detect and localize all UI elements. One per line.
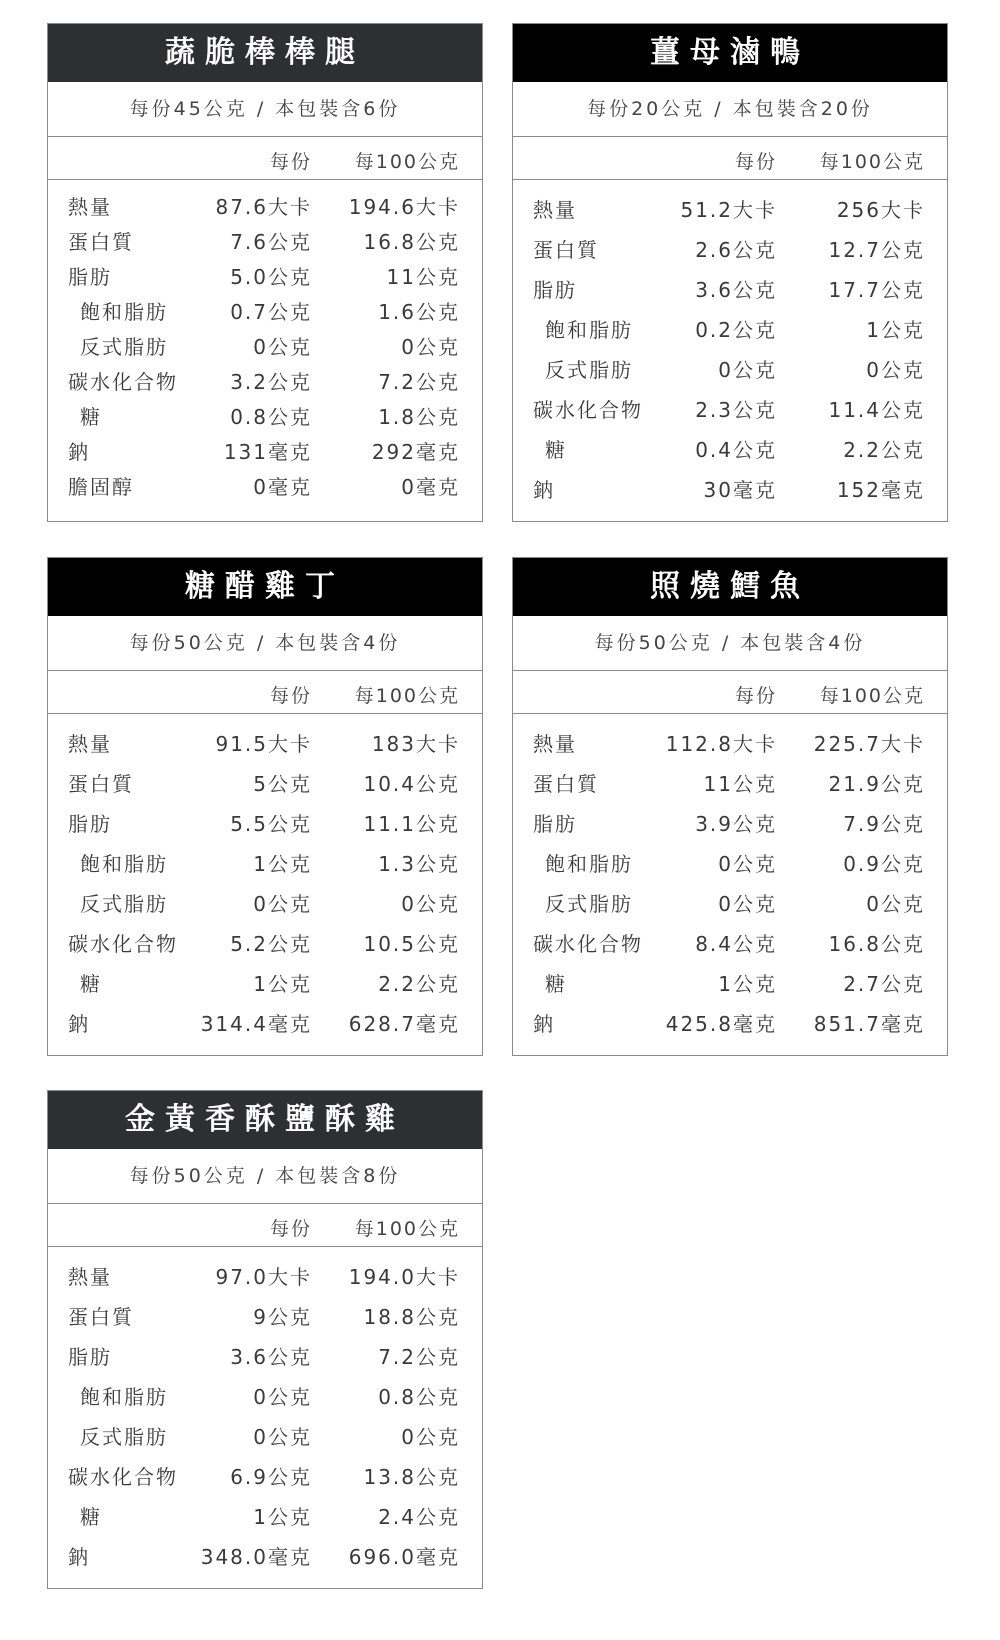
value-per-serving: 1公克 xyxy=(718,972,777,996)
nutrient-name: 熱量 xyxy=(68,732,112,756)
value-per-100g: 11.4公克 xyxy=(828,398,925,422)
col-per-100g: 每100公克 xyxy=(819,685,925,707)
nutrient-row xyxy=(48,804,482,844)
nutrient-row xyxy=(513,190,947,230)
nutrient-name: 蛋白質 xyxy=(68,772,134,796)
nutrient-name: 碳水化合物 xyxy=(68,1465,178,1489)
nutrient-row xyxy=(48,844,482,884)
value-per-serving: 0公克 xyxy=(718,852,777,876)
column-header xyxy=(48,1204,482,1247)
value-per-100g: 0公克 xyxy=(401,1425,460,1449)
value-per-100g: 2.7公克 xyxy=(843,972,925,996)
nutrient-row xyxy=(513,1004,947,1044)
nutrient-name: 蛋白質 xyxy=(68,230,134,254)
nutrient-row xyxy=(48,225,482,260)
value-per-serving: 425.8毫克 xyxy=(665,1012,777,1036)
nutrient-row xyxy=(48,764,482,804)
value-per-100g: 194.6大卡 xyxy=(348,195,460,219)
col-per-100g: 每100公克 xyxy=(354,151,460,173)
nutrient-row xyxy=(513,350,947,390)
nutrient-name: 碳水化合物 xyxy=(68,932,178,956)
value-per-serving: 0公克 xyxy=(253,892,312,916)
value-per-serving: 5公克 xyxy=(253,772,312,796)
value-per-100g: 0公克 xyxy=(401,335,460,359)
col-per-serving: 每份 xyxy=(734,151,777,173)
value-per-serving: 348.0毫克 xyxy=(200,1545,312,1569)
nutrient-row xyxy=(48,724,482,764)
card-title: 照燒鱈魚 xyxy=(513,558,947,616)
value-per-100g: 1公克 xyxy=(866,318,925,342)
nutrient-name: 碳水化合物 xyxy=(533,932,643,956)
value-per-serving: 3.2公克 xyxy=(230,370,312,394)
nutrient-name: 鈉 xyxy=(68,1545,90,1569)
column-header xyxy=(513,137,947,180)
nutrient-row xyxy=(48,1457,482,1497)
nutrient-row xyxy=(513,924,947,964)
value-per-100g: 0.8公克 xyxy=(378,1385,460,1409)
value-per-serving: 5.5公克 xyxy=(230,812,312,836)
value-per-serving: 3.9公克 xyxy=(695,812,777,836)
nutrient-row xyxy=(48,365,482,400)
nutrient-name: 熱量 xyxy=(68,1265,112,1289)
nutrition-card-teriyaki-cod xyxy=(512,557,948,1056)
nutrient-row xyxy=(48,470,482,505)
nutrient-name: 熱量 xyxy=(533,732,577,756)
nutrient-name: 脂肪 xyxy=(533,278,577,302)
serving-info: 每份45公克 / 本包裝含6份 xyxy=(48,82,482,137)
nutrient-row xyxy=(48,260,482,295)
value-per-serving: 0公克 xyxy=(253,1425,312,1449)
value-per-100g: 21.9公克 xyxy=(828,772,925,796)
value-per-serving: 0.4公克 xyxy=(695,438,777,462)
value-per-serving: 87.6大卡 xyxy=(215,195,312,219)
value-per-serving: 112.8大卡 xyxy=(665,732,777,756)
nutrient-rows xyxy=(48,180,482,511)
value-per-serving: 5.2公克 xyxy=(230,932,312,956)
nutrient-row xyxy=(48,924,482,964)
nutrient-row xyxy=(513,964,947,1004)
nutrient-name: 熱量 xyxy=(533,198,577,222)
nutrient-row xyxy=(513,764,947,804)
nutrient-row xyxy=(48,435,482,470)
nutrient-name: 膽固醇 xyxy=(68,475,134,499)
card-title: 蔬脆棒棒腿 xyxy=(48,24,482,82)
value-per-100g: 194.0大卡 xyxy=(348,1265,460,1289)
nutrient-row xyxy=(48,330,482,365)
value-per-serving: 3.6公克 xyxy=(230,1345,312,1369)
value-per-100g: 0毫克 xyxy=(401,475,460,499)
value-per-serving: 0.7公克 xyxy=(230,300,312,324)
nutrient-rows xyxy=(48,714,482,1050)
value-per-serving: 314.4毫克 xyxy=(200,1012,312,1036)
nutrient-row xyxy=(48,295,482,330)
serving-info: 每份50公克 / 本包裝含4份 xyxy=(48,616,482,671)
value-per-100g: 628.7毫克 xyxy=(348,1012,460,1036)
value-per-100g: 1.8公克 xyxy=(378,405,460,429)
value-per-serving: 0公克 xyxy=(253,1385,312,1409)
nutrient-name: 蛋白質 xyxy=(533,238,599,262)
nutrient-name: 蛋白質 xyxy=(533,772,599,796)
value-per-serving: 51.2大卡 xyxy=(680,198,777,222)
nutrient-name: 脂肪 xyxy=(68,812,112,836)
nutrient-row xyxy=(513,884,947,924)
value-per-serving: 0公克 xyxy=(718,892,777,916)
nutrient-name: 蛋白質 xyxy=(68,1305,134,1329)
nutrient-row xyxy=(513,804,947,844)
value-per-100g: 851.7毫克 xyxy=(813,1012,925,1036)
value-per-100g: 16.8公克 xyxy=(363,230,460,254)
nutrient-name: 飽和脂肪 xyxy=(545,852,633,876)
nutrient-name: 碳水化合物 xyxy=(533,398,643,422)
value-per-100g: 183大卡 xyxy=(371,732,460,756)
value-per-serving: 131毫克 xyxy=(223,440,312,464)
value-per-100g: 0公克 xyxy=(866,358,925,382)
nutrient-name: 脂肪 xyxy=(68,265,112,289)
column-header xyxy=(48,671,482,714)
nutrient-name: 反式脂肪 xyxy=(80,335,168,359)
nutrient-row xyxy=(48,1417,482,1457)
nutrient-rows xyxy=(48,1247,482,1583)
value-per-100g: 7.2公克 xyxy=(378,370,460,394)
nutrient-name: 鈉 xyxy=(68,1012,90,1036)
value-per-100g: 1.3公克 xyxy=(378,852,460,876)
col-per-100g: 每100公克 xyxy=(354,1218,460,1240)
card-title: 金黃香酥鹽酥雞 xyxy=(48,1091,482,1149)
nutrient-row xyxy=(513,430,947,470)
col-per-serving: 每份 xyxy=(269,1218,312,1240)
value-per-serving: 1公克 xyxy=(253,852,312,876)
nutrient-name: 反式脂肪 xyxy=(80,1425,168,1449)
card-title: 薑母滷鴨 xyxy=(513,24,947,82)
nutrient-name: 飽和脂肪 xyxy=(545,318,633,342)
value-per-serving: 2.3公克 xyxy=(695,398,777,422)
nutrition-card-popcorn-chicken xyxy=(47,1090,483,1589)
value-per-100g: 256大卡 xyxy=(836,198,925,222)
nutrient-row xyxy=(48,1257,482,1297)
nutrient-row xyxy=(513,724,947,764)
nutrient-row xyxy=(513,270,947,310)
value-per-100g: 292毫克 xyxy=(371,440,460,464)
nutrient-name: 鈉 xyxy=(68,440,90,464)
nutrition-card-sweet-sour-chicken xyxy=(47,557,483,1056)
value-per-100g: 1.6公克 xyxy=(378,300,460,324)
nutrient-name: 反式脂肪 xyxy=(545,892,633,916)
value-per-serving: 0.8公克 xyxy=(230,405,312,429)
nutrient-name: 糖 xyxy=(80,972,102,996)
nutrient-name: 反式脂肪 xyxy=(545,358,633,382)
serving-info: 每份50公克 / 本包裝含4份 xyxy=(513,616,947,671)
nutrient-row xyxy=(513,390,947,430)
value-per-100g: 16.8公克 xyxy=(828,932,925,956)
nutrient-name: 糖 xyxy=(545,972,567,996)
value-per-serving: 5.0公克 xyxy=(230,265,312,289)
nutrient-name: 飽和脂肪 xyxy=(80,1385,168,1409)
col-per-100g: 每100公克 xyxy=(819,151,925,173)
value-per-100g: 17.7公克 xyxy=(828,278,925,302)
value-per-100g: 152毫克 xyxy=(836,478,925,502)
col-per-100g: 每100公克 xyxy=(354,685,460,707)
nutrient-row xyxy=(48,1337,482,1377)
nutrient-row xyxy=(513,470,947,510)
nutrient-row xyxy=(48,400,482,435)
value-per-serving: 1公克 xyxy=(253,972,312,996)
serving-info: 每份20公克 / 本包裝含20份 xyxy=(513,82,947,137)
value-per-100g: 12.7公克 xyxy=(828,238,925,262)
value-per-100g: 10.5公克 xyxy=(363,932,460,956)
nutrient-row xyxy=(48,1537,482,1577)
value-per-100g: 10.4公克 xyxy=(363,772,460,796)
value-per-serving: 0.2公克 xyxy=(695,318,777,342)
value-per-serving: 30毫克 xyxy=(703,478,777,502)
nutrient-rows xyxy=(513,180,947,516)
value-per-100g: 18.8公克 xyxy=(363,1305,460,1329)
nutrient-row xyxy=(513,230,947,270)
nutrient-row xyxy=(48,1297,482,1337)
nutrient-name: 鈉 xyxy=(533,1012,555,1036)
nutrient-row xyxy=(48,1377,482,1417)
value-per-100g: 11公克 xyxy=(386,265,460,289)
value-per-serving: 0公克 xyxy=(718,358,777,382)
value-per-serving: 91.5大卡 xyxy=(215,732,312,756)
value-per-serving: 11公克 xyxy=(703,772,777,796)
value-per-serving: 1公克 xyxy=(253,1505,312,1529)
value-per-serving: 2.6公克 xyxy=(695,238,777,262)
nutrient-row xyxy=(48,1497,482,1537)
value-per-serving: 9公克 xyxy=(253,1305,312,1329)
value-per-100g: 2.2公克 xyxy=(378,972,460,996)
col-per-serving: 每份 xyxy=(269,151,312,173)
nutrient-name: 糖 xyxy=(80,1505,102,1529)
nutrient-name: 脂肪 xyxy=(533,812,577,836)
nutrient-name: 反式脂肪 xyxy=(80,892,168,916)
value-per-100g: 225.7大卡 xyxy=(813,732,925,756)
nutrient-name: 碳水化合物 xyxy=(68,370,178,394)
value-per-100g: 0公克 xyxy=(866,892,925,916)
nutrient-name: 糖 xyxy=(545,438,567,462)
value-per-serving: 8.4公克 xyxy=(695,932,777,956)
nutrient-row xyxy=(48,964,482,1004)
value-per-100g: 7.2公克 xyxy=(378,1345,460,1369)
nutrient-row xyxy=(513,844,947,884)
nutrient-name: 脂肪 xyxy=(68,1345,112,1369)
value-per-100g: 0.9公克 xyxy=(843,852,925,876)
value-per-100g: 2.4公克 xyxy=(378,1505,460,1529)
value-per-serving: 6.9公克 xyxy=(230,1465,312,1489)
nutrition-card-drumstick xyxy=(47,23,483,522)
nutrient-row xyxy=(513,310,947,350)
value-per-100g: 11.1公克 xyxy=(363,812,460,836)
nutrient-name: 飽和脂肪 xyxy=(80,300,168,324)
value-per-100g: 2.2公克 xyxy=(843,438,925,462)
value-per-100g: 696.0毫克 xyxy=(348,1545,460,1569)
value-per-serving: 0公克 xyxy=(253,335,312,359)
value-per-serving: 0毫克 xyxy=(253,475,312,499)
nutrient-row xyxy=(48,190,482,225)
col-per-serving: 每份 xyxy=(269,685,312,707)
card-title: 糖醋雞丁 xyxy=(48,558,482,616)
value-per-serving: 3.6公克 xyxy=(695,278,777,302)
column-header xyxy=(48,137,482,180)
nutrition-card-duck xyxy=(512,23,948,522)
nutrient-name: 飽和脂肪 xyxy=(80,852,168,876)
nutrient-name: 糖 xyxy=(80,405,102,429)
nutrient-rows xyxy=(513,714,947,1050)
nutrient-row xyxy=(48,1004,482,1044)
value-per-100g: 7.9公克 xyxy=(843,812,925,836)
value-per-serving: 7.6公克 xyxy=(230,230,312,254)
nutrient-name: 熱量 xyxy=(68,195,112,219)
col-per-serving: 每份 xyxy=(734,685,777,707)
value-per-100g: 0公克 xyxy=(401,892,460,916)
serving-info: 每份50公克 / 本包裝含8份 xyxy=(48,1149,482,1204)
nutrient-row xyxy=(48,884,482,924)
value-per-serving: 97.0大卡 xyxy=(215,1265,312,1289)
nutrient-name: 鈉 xyxy=(533,478,555,502)
value-per-100g: 13.8公克 xyxy=(363,1465,460,1489)
column-header xyxy=(513,671,947,714)
